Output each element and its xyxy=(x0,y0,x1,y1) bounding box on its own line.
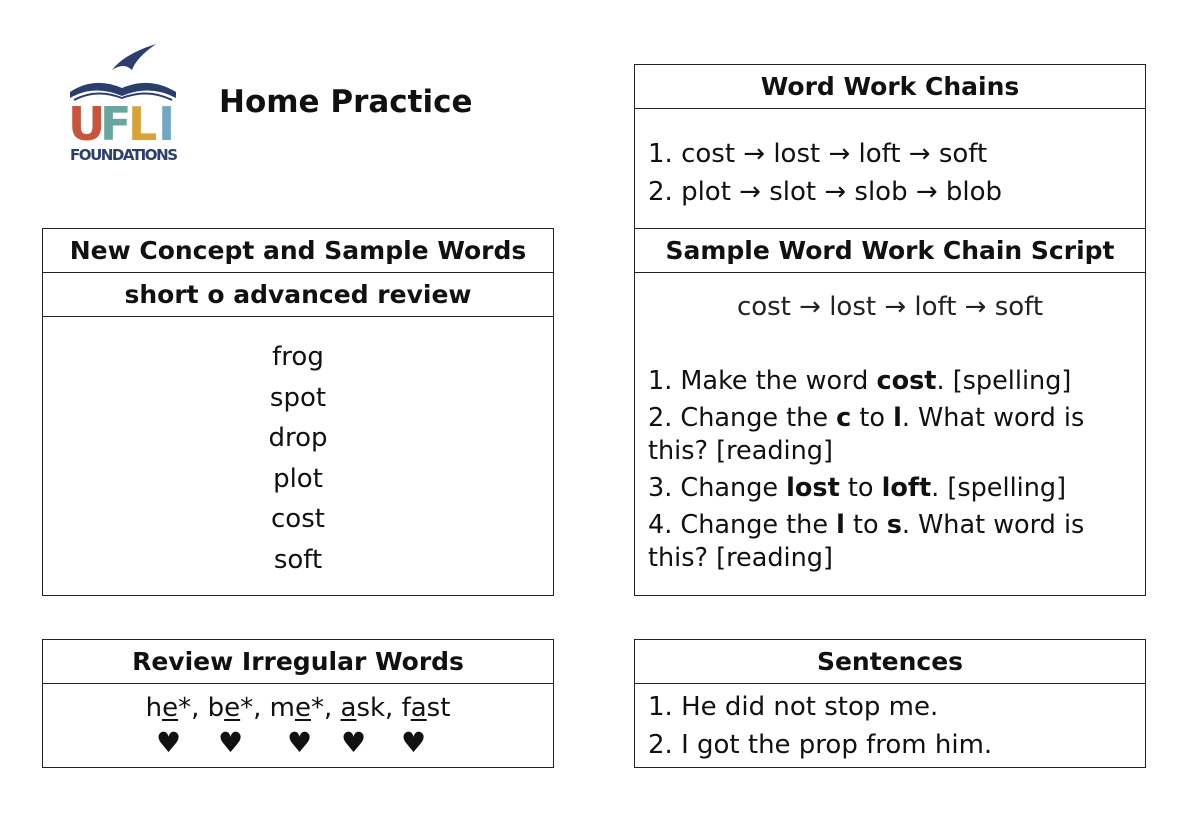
irregular-header: Review Irregular Words xyxy=(43,640,553,684)
concept-header: New Concept and Sample Words xyxy=(43,229,553,273)
irregular-word-list: he*, be*, me*, ask, fast xyxy=(145,693,451,723)
bold-term: l xyxy=(836,510,845,540)
script-steps xyxy=(635,325,1145,575)
svg-text:F: F xyxy=(100,97,132,151)
script-chain: cost → lost → loft → soft xyxy=(736,292,1044,322)
chain-list xyxy=(635,109,1145,211)
sentence-item: 2. I got the prop from him. xyxy=(648,730,993,760)
sample-word: cost xyxy=(271,504,325,534)
sample-word: spot xyxy=(269,382,327,413)
chain-script-panel xyxy=(634,228,1146,596)
sample-word: drop xyxy=(268,423,328,453)
script-header: Sample Word Work Chain Script xyxy=(635,229,1145,273)
bold-term: loft xyxy=(881,473,932,503)
irregular-sound: e xyxy=(294,693,311,723)
sentences-header: Sentences xyxy=(635,640,1145,684)
bold-term: l xyxy=(893,403,902,433)
heart-icon: ♥ xyxy=(341,726,367,759)
bold-term: s xyxy=(886,510,902,540)
script-step: 1. Make the word cost. [spelling] xyxy=(648,366,1072,396)
bold-term: c xyxy=(836,403,852,433)
heart-icon: ♥ xyxy=(287,726,313,759)
sentences-panel xyxy=(634,639,1146,768)
page-title: Home Practice xyxy=(219,84,473,120)
sample-word: plot xyxy=(273,463,323,494)
ufli-logo xyxy=(64,40,186,170)
sentence-item: 1. He did not stop me. xyxy=(648,692,939,722)
irregular-word: fast xyxy=(401,693,451,723)
irregular-sound: e xyxy=(224,693,241,723)
irregular-word: he* xyxy=(145,693,192,723)
svg-text:FOUNDATIONS: FOUNDATIONS xyxy=(70,146,178,164)
chain-item: 2. plot → slot → slob → blob xyxy=(648,177,1003,207)
heart-icon: ♥ xyxy=(401,726,427,759)
sample-word: soft xyxy=(273,544,323,575)
word-chains-panel xyxy=(634,64,1146,230)
chain-item: 1. cost → lost → loft → soft xyxy=(648,139,988,169)
sentence-list xyxy=(635,684,1145,764)
sample-word-list xyxy=(43,317,553,580)
svg-text:I: I xyxy=(158,97,176,151)
script-step: 2. Change the c to l. What word is this? [reading] xyxy=(648,403,1085,466)
irregular-words-panel xyxy=(42,639,554,768)
bold-term: cost xyxy=(876,366,937,396)
irregular-word: me* xyxy=(269,693,324,723)
irregular-sound: a xyxy=(410,693,427,723)
irregular-sound: a xyxy=(340,693,357,723)
chains-header: Word Work Chains xyxy=(635,65,1145,109)
svg-text:L: L xyxy=(128,97,158,151)
heart-row xyxy=(43,726,553,766)
irregular-word: be* xyxy=(207,693,254,723)
script-step: 3. Change lost to loft. [spelling] xyxy=(648,473,1067,503)
logo-graphic xyxy=(64,40,186,170)
script-step: 4. Change the l to s. What word is this? [reading] xyxy=(648,510,1085,573)
concept-subheader: short o advanced review xyxy=(43,273,553,317)
irregular-word: ask xyxy=(340,693,386,723)
bold-term: lost xyxy=(786,473,840,503)
heart-icon: ♥ xyxy=(218,726,244,759)
concept-panel xyxy=(42,228,554,596)
svg-text:U: U xyxy=(68,97,106,151)
sample-word: frog xyxy=(272,342,324,372)
irregular-sound: e xyxy=(162,693,179,723)
heart-icon: ♥ xyxy=(156,726,182,759)
